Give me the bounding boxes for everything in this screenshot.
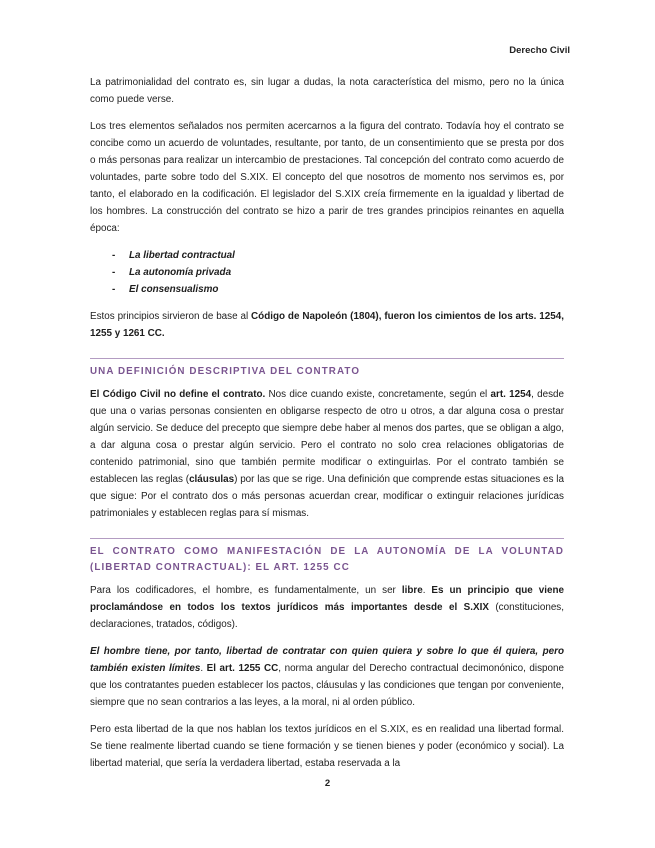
paragraph-definicion: El Código Civil no define el contrato. Nos dice cuando existe, concretamente, según el art. 1254, desde que una o varias personas consienten en obligarse respecto de otro u otros, a dar alguna cosa o prestar algún servicio. Se deduce del precepto que siempre debe haber al menos dos partes, que se obligan a algo, a dar alguna cosa o prestar algún servicio. Pero el contrato no solo crea relaciones obligatorias de contenido patrimonial, sino que también permite modificar o extinguirlas. Por el contrato también se establecen las reglas (cláusulas) por las que se rige. Una definición que comprende estas situaciones es la que sigue: Por el contrato dos o más personas acuerdan crear, modificar o extinguir relaciones jurídicas patrimoniales y establecen reglas para sí mismas.: [90, 389, 564, 519]
principles-list: [90, 247, 564, 298]
paragraph-codificadores: Para los codificadores, el hombre, es fundamentalmente, un ser libre. Es un principio que viene proclamándose en todos los textos jurídicos más importantes desde el S.XIX (constituciones, declaraciones, tratados, códigos).: [90, 585, 564, 630]
list-item: - La libertad contractual: [90, 247, 564, 264]
page-header-title: Derecho Civil: [509, 45, 570, 56]
list-item: - La autonomía privada: [90, 264, 564, 281]
paragraph-elementos: Los tres elementos señalados nos permiten acercarnos a la figura del contrato. Todavía hoy el contrato se concibe como un acuerdo de voluntades, resultante, por tanto, de un consentimiento que se presta por dos o más personas para realizar un intercambio de prestaciones. Tal concepción del contrato como acuerdo de voluntades, parte sobre todo del S.XIX. El concepto del que nosotros de momento nos servimos es, por tanto, el elaborado en la codificación. El legislador del S.XIX creía firmemente en la igualdad y libertad de los hombres. La construcción del contrato se hizo a parir de tres grandes principios reinantes en aquella época:: [90, 121, 564, 234]
paragraph-art-1255: El hombre tiene, por tanto, libertad de contratar con quien quiera y sobre lo que él quiera, pero también existen límites. El art. 1255 CC, norma angular del Derecho contractual decimonónico, dispone que los contratantes pueden establecer los pactos, cláusulas y las condiciones que tengan por conveniente, siempre que no sean contrarios a las leyes, a la moral, ni al orden público.: [90, 646, 564, 708]
section-heading-definicion: UNA DEFINICIÓN DESCRIPTIVA DEL CONTRATO: [90, 358, 564, 380]
section-heading-autonomia: EL CONTRATO COMO MANIFESTACIÓN DE LA AUTONOMÍA DE LA VOLUNTAD (LIBERTAD CONTRACTUAL): EL ART. 1255 CC: [90, 538, 564, 576]
document-body: [90, 74, 564, 782]
paragraph-libertad-formal: Pero esta libertad de la que nos hablan los textos jurídicos en el S.XIX, es en realidad una libertad formal. Se tiene realmente libertad cuando se tiene formación y se tienen bienes y poder (económico y social). La libertad material, que sería la verdadera libertad, estaba reservada a la: [90, 724, 564, 769]
page-number: 2: [324, 778, 331, 789]
list-item: - El consensualismo: [90, 281, 564, 298]
paragraph-napoleon: Estos principios sirvieron de base al Código de Napoleón (1804), fueron los cimientos de los arts. 1254, 1255 y 1261 CC.: [90, 311, 565, 339]
paragraph-patrimonialidad: La patrimonialidad del contrato es, sin lugar a dudas, la nota característica del mismo, pero no la única como puede verse.: [90, 77, 564, 105]
